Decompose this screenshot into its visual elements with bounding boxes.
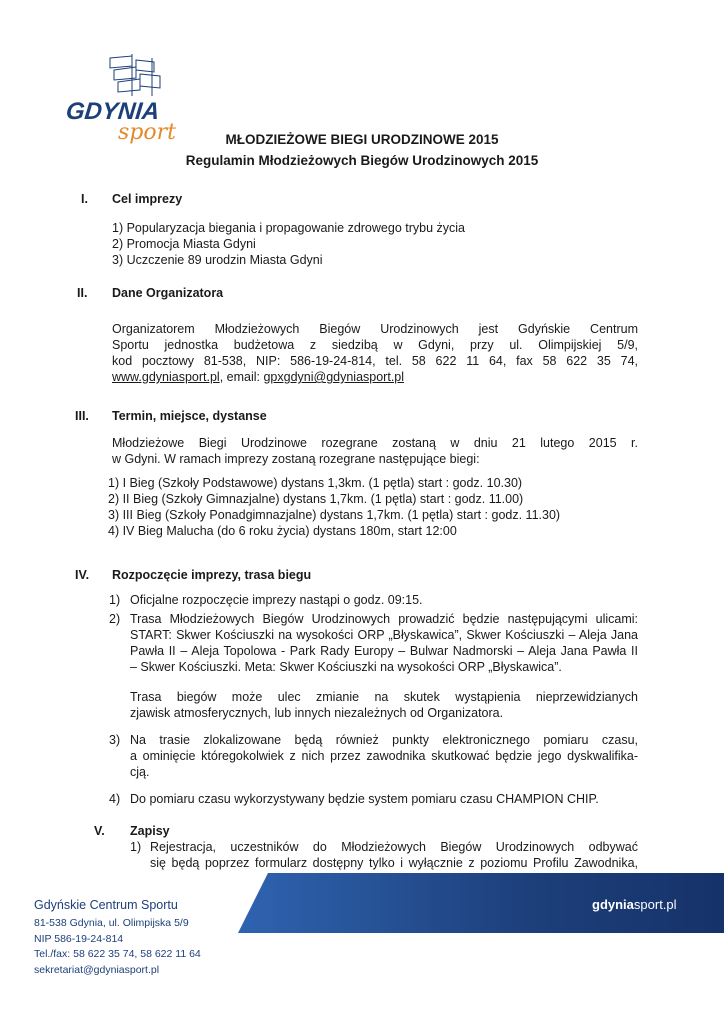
paragraph-line: w Gdyni. W ramach imprezy zostaną rozegrane następujące biegi:	[112, 452, 480, 466]
list-number: 2)	[109, 612, 121, 626]
list-item: 1) I Bieg (Szkoły Podstawowe) dystans 1,3km. (1 pętla) start : godz. 10.30)	[108, 476, 523, 490]
paragraph-line: Młodzieżowe Biegi Urodzinowe rozegrane zostaną w dniu 21 lutego 2015 r.	[112, 436, 638, 450]
list-item: 1) Popularyzacja biegania i propagowanie zdrowego trybu życia	[112, 221, 465, 235]
section-3-heading: Termin, miejsce, dystanse	[112, 409, 267, 423]
paragraph-line: Na trasie zlokalizowane będą również punkty elektronicznego pomiaru czasu,	[130, 733, 638, 747]
footer-nip: NIP 586-19-24-814	[34, 932, 124, 945]
email-link[interactable]: gpxgdyni@gdyniasport.pl	[263, 370, 405, 384]
paragraph-line: START: Skwer Kościuszki na wysokości ORP „Błyskawica”, Skwer Kościuszki – Aleja Jana	[130, 628, 638, 642]
paragraph-line: Organizatorem Młodzieżowych Biegów Urodzinowych jest Gdyńskie Centrum	[112, 322, 638, 336]
list-item: 2) Promocja Miasta Gdyni	[112, 237, 256, 251]
footer-website-bold: gdynia	[592, 897, 634, 912]
section-5-number: V.	[94, 824, 105, 838]
paragraph-line: Trasa Młodzieżowych Biegów Urodzinowych prowadzić będzie następującymi ulicami:	[130, 612, 638, 626]
paragraph-line: się będą poprzez formularz dostępny tylko i wyłącznie z poziomu Profilu Zawodnika,	[150, 856, 638, 870]
document-title: MŁODZIEŻOWE BIEGI URODZINOWE 2015	[225, 132, 499, 147]
paragraph-line: – Skwer Kościuszki. Meta: Skwer Kościuszki na wysokości ORP „Błyskawica”.	[130, 660, 562, 674]
logo-word-gdynia: GDYNIA	[64, 98, 161, 125]
paragraph-line: Rejestracja, uczestników do Młodzieżowych Biegów Urodzinowych odbywać	[150, 840, 638, 854]
website-link[interactable]: www.gdyniasport.pl	[112, 370, 220, 384]
section-1-heading: Cel imprezy	[112, 192, 183, 206]
footer-org-name: Gdyńskie Centrum Sportu	[34, 898, 178, 912]
footer-address: 81-538 Gdynia, ul. Olimpijska 5/9	[34, 917, 189, 929]
paragraph-line: Sportu jednostka budżetowa z siedzibą w Gdyni, przy ul. Olimpijskiej 5/9,	[112, 338, 638, 352]
section-2-heading: Dane Organizatora	[112, 286, 224, 300]
list-number: 3)	[109, 733, 121, 747]
footer-website-rest: sport.pl	[633, 897, 677, 912]
paragraph-line: Trasa biegów może ulec zmianie na skutek wystąpienia nieprzewidzianych	[130, 690, 638, 704]
list-number: 1)	[109, 593, 121, 607]
paragraph-line: zjawisk atmosferycznych, lub innych niezależnych od Organizatora.	[130, 706, 504, 720]
section-2-number: II.	[77, 286, 88, 300]
document-subtitle: Regulamin Młodzieżowych Biegów Urodzinowych 2015	[185, 153, 539, 168]
footer-contact	[34, 898, 201, 978]
list-item: 4) IV Bieg Malucha (do 6 roku życia) dystans 180m, start 12:00	[108, 524, 457, 538]
paragraph-line: Pawła II – Aleja Topolowa - Park Rady Europy – Bulwar Nadmorski – Aleja Jana Pawła II	[130, 644, 638, 658]
ship-sails-icon	[102, 52, 172, 102]
footer-email: sekretariat@gdyniasport.pl	[34, 963, 160, 976]
section-4-heading: Rozpoczęcie imprezy, trasa biegu	[112, 568, 312, 582]
list-number: 4)	[109, 792, 121, 806]
section-4-number: IV.	[75, 568, 90, 582]
list-item: Do pomiaru czasu wykorzystywany będzie system pomiaru czasu CHAMPION CHIP.	[130, 792, 599, 806]
paragraph-line: kod pocztowy 81-538, NIP: 586-19-24-814, tel. 58 622 11 64, fax 58 622 35 74,	[112, 354, 638, 368]
list-item: Oficjalne rozpoczęcie imprezy nastąpi o godz. 09:15.	[130, 593, 423, 607]
email-label: , email:	[219, 370, 264, 384]
paragraph-line: a ominięcie któregokolwiek z nich przez zawodnika skutkować będzie jego dyskwalifika-	[130, 749, 638, 763]
section-1-number: I.	[81, 192, 88, 206]
logo-word-sport: sport	[118, 120, 176, 145]
list-item: 2) II Bieg (Szkoły Gimnazjalne) dystans 1,7km. (1 pętla) start : godz. 11.00)	[108, 492, 524, 506]
contact-line	[112, 370, 404, 384]
footer-website[interactable]	[592, 897, 677, 912]
list-item: 3) Uczczenie 89 urodzin Miasta Gdyni	[112, 253, 323, 267]
list-item: 3) III Bieg (Szkoły Ponadgimnazjalne) dystans 1,7km. (1 pętla) start : godz. 11.30)	[108, 508, 561, 522]
list-number: 1)	[130, 840, 142, 854]
section-5-heading: Zapisy	[130, 824, 170, 838]
paragraph-line: cją.	[130, 765, 150, 779]
section-3-number: III.	[75, 409, 89, 423]
footer-phone: Tel./fax: 58 622 35 74, 58 622 11 64	[34, 948, 201, 960]
